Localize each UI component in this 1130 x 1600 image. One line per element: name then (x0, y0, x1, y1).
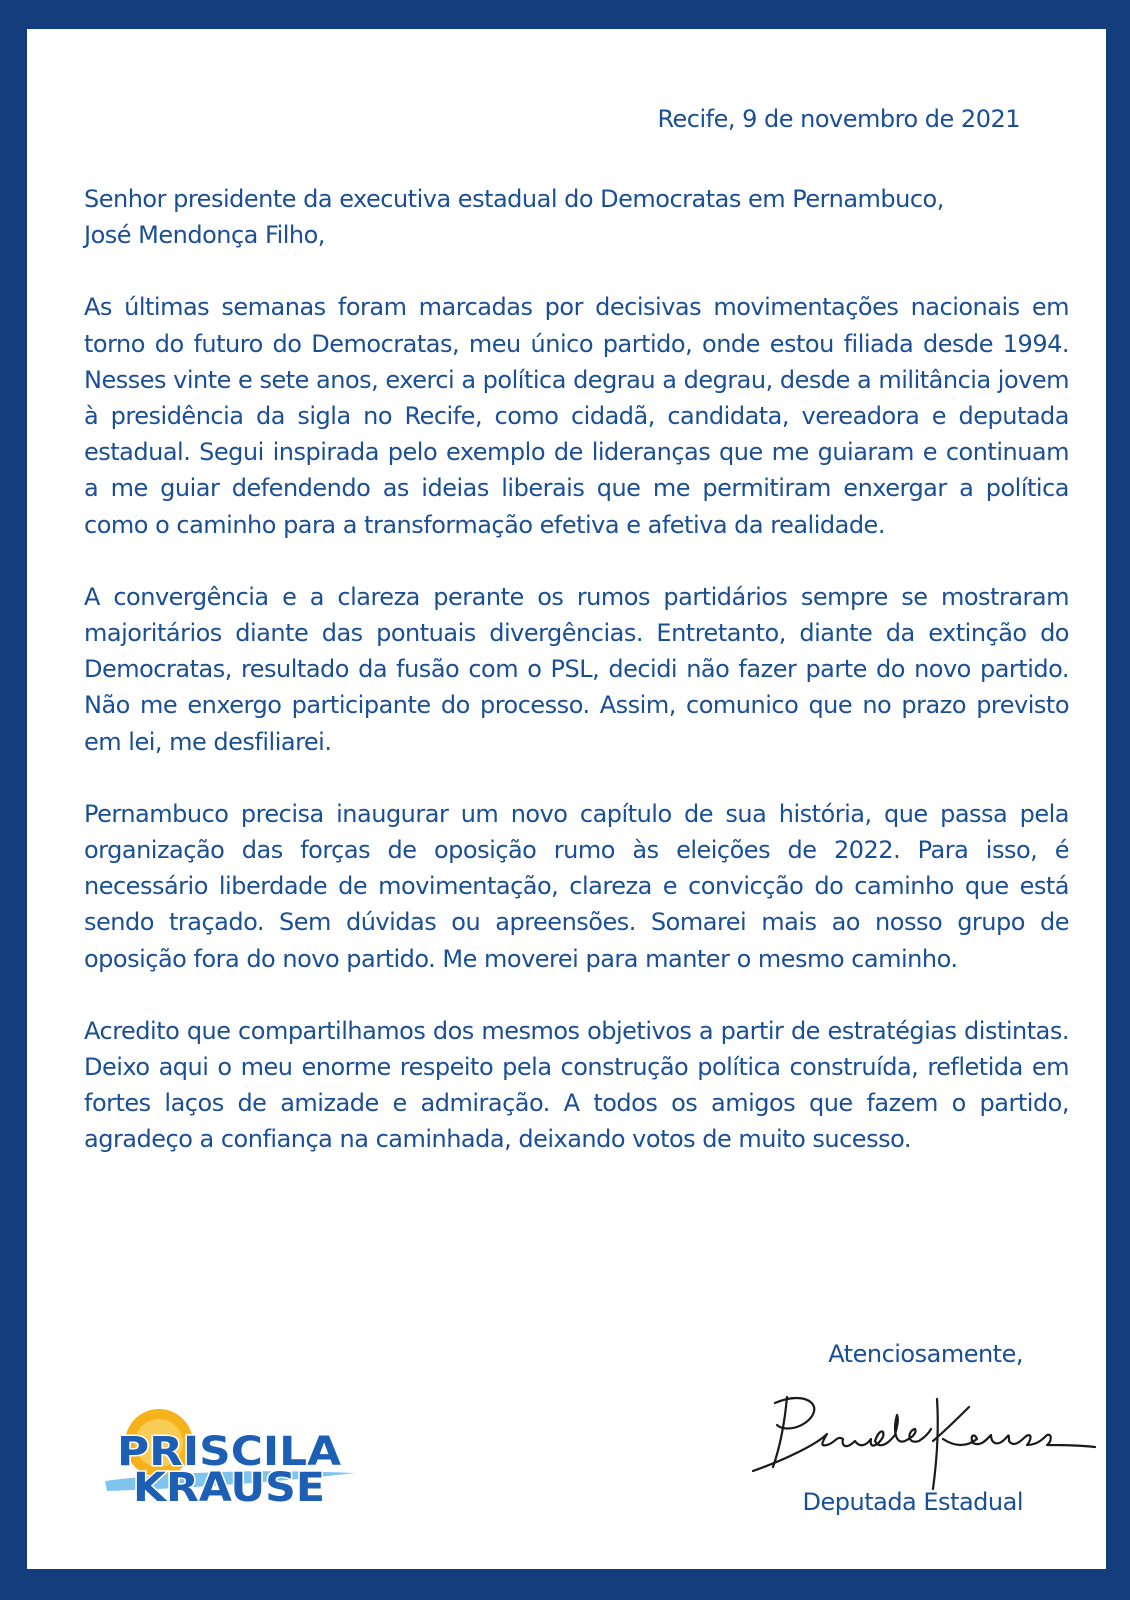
closing: Atenciosamente, (828, 1340, 1023, 1368)
letter-date: Recife, 9 de novembro de 2021 (657, 105, 1020, 133)
paragraph-1: As últimas semanas foram marcadas por decisivas movimentações nacionais em torno do futuro do Democratas, meu único partido, onde estou filiada desde 1994. Nesses vinte e sete anos, exerci a política degrau a degrau, desde a militância jovem à presidência da sigla no Recife, como cidadã, candidata, vereadora e deputada estadual. Segui inspirada pelo exemplo de lideranças que me guiaram e continuam a me guiar defendendo as ideias liberais que me permitiram enxergar a política como o caminho para a transformação efetiva e afetiva da realidade. (84, 293, 1069, 539)
salutation (84, 181, 1069, 253)
paragraph-3: Pernambuco precisa inaugurar um novo capítulo de sua história, que passa pela organização das forças de oposição rumo às eleições de 2022. Para isso, é necessário liberdade de movimentação, clareza e convicção do caminho que está sendo traçado. Sem dúvidas ou apreensões. Somarei mais ao nosso grupo de oposição fora do novo partido. Me moverei para manter o mesmo caminho. (84, 799, 1069, 973)
priscila-krause-logo (93, 1401, 363, 1516)
salutation-line-1: Senhor presidente da executiva estadual do Democratas em Pernambuco, (84, 185, 944, 213)
logo-line-2: KRAUSE (133, 1465, 325, 1511)
logo-line-1: PRISCILA (117, 1429, 342, 1475)
paragraph-4: Acredito que compartilhamos dos mesmos objetivos a partir de estratégias distintas. Deixo aqui o meu enorme respeito pela construção política construída, refletida em fortes laços de amizade e admiração. A todos os amigos que fazem o partido, agradeço a confiança na caminhada, deixando votos de muito sucesso. (84, 1016, 1069, 1154)
salutation-line-2: José Mendonça Filho, (84, 221, 325, 250)
signer-role: Deputada Estadual (802, 1488, 1023, 1516)
letter-body (84, 181, 1069, 1194)
paragraph-2: A convergência e a clareza perante os rumos partidários sempre se mostraram majoritários diante das pontuais divergências. Entretanto, diante da extinção do Democratas, resultado da fusão com o PSL, decidi não fazer parte do novo partido. Não me enxergo participante do processo. Assim, comunico que no prazo previsto em lei, me desfiliarei. (84, 582, 1069, 756)
letter-page (27, 29, 1106, 1569)
